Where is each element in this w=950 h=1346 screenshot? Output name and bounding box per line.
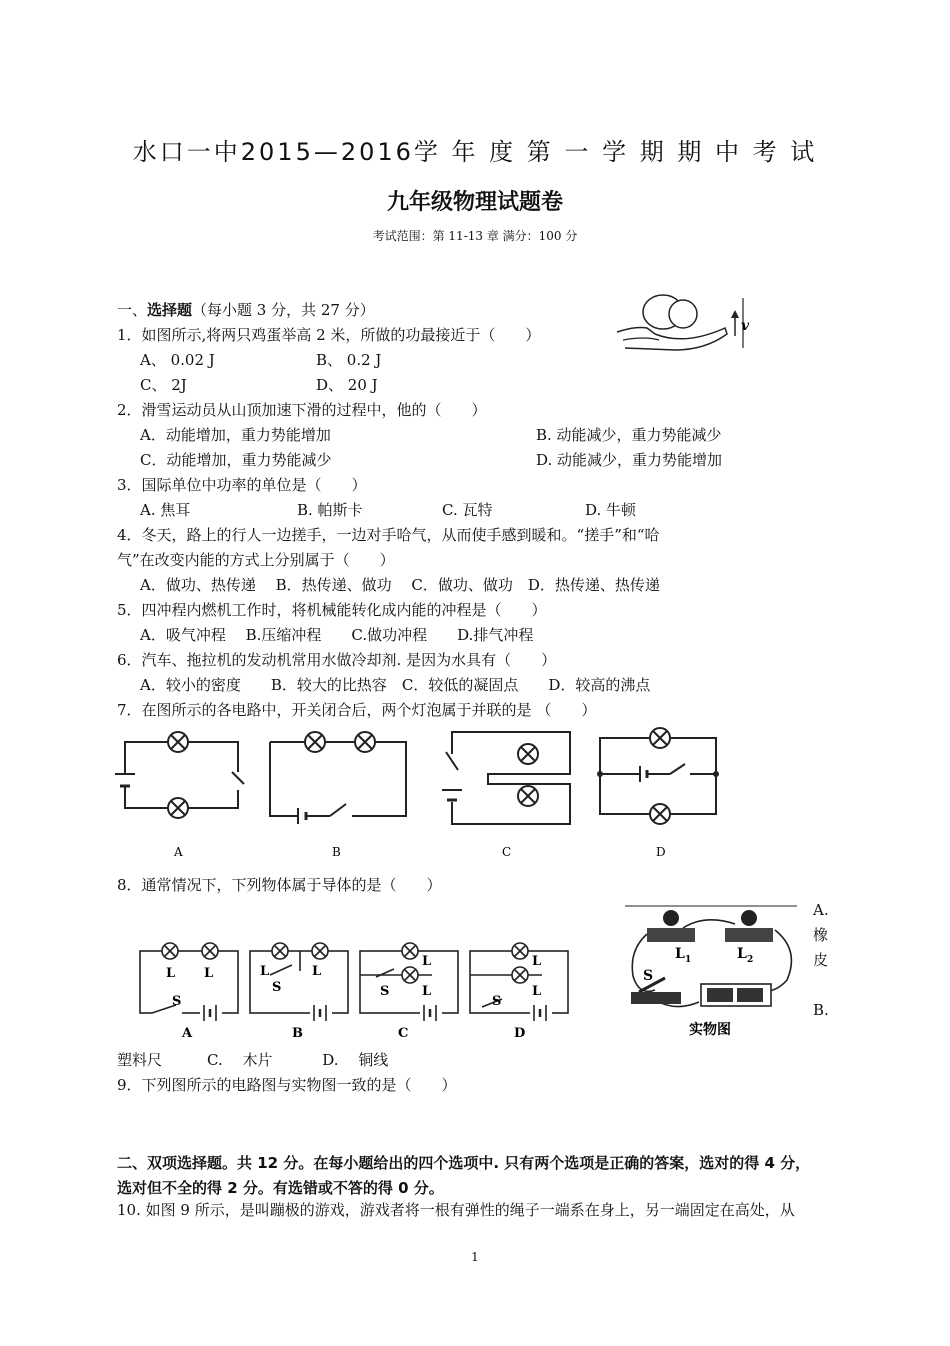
q9-circuit-b <box>250 943 348 1041</box>
q2-option-a: A．动能增加，重力势能增加 <box>140 426 331 444</box>
q1-stem: 1．如图所示,将两只鸡蛋举高 2 米，所做的功最接近于（ ） <box>117 326 541 344</box>
q1-option-c: C、 2J <box>140 376 187 394</box>
section1-title: 选择题 <box>147 301 193 319</box>
lamp-icon <box>650 804 670 824</box>
photo-caption: 实物图 <box>689 1022 731 1038</box>
lamp-icon <box>518 744 538 764</box>
svg-text:L: L <box>204 966 214 981</box>
q2-option-d: D. 动能减少，重力势能增加 <box>536 451 723 469</box>
q8-option-a-char1: 橡 <box>813 926 829 944</box>
svg-text:L: L <box>260 964 270 979</box>
q8-options-continued: 塑料尺 C. 木片 D. 铜线 <box>117 1051 389 1069</box>
q7-circuit-b <box>270 732 406 824</box>
section1-note: （每小题 3 分，共 27 分） <box>192 301 375 319</box>
q4-stem-line2: 气”在改变内能的方式上分别属于（ ） <box>117 551 395 569</box>
lamp-icon <box>518 786 538 806</box>
svg-text:S: S <box>492 994 502 1009</box>
q2-stem: 2．滑雪运动员从山顶加速下滑的过程中，他的（ ） <box>117 401 487 419</box>
bulb-2 <box>741 910 757 926</box>
q6-options: A．较小的密度 B．较大的比热容 C．较低的凝固点 D．较高的沸点 <box>140 676 651 694</box>
svg-text:C: C <box>398 1026 409 1041</box>
lamp-icon <box>355 732 375 752</box>
svg-text:S: S <box>380 984 390 999</box>
q4-stem-line1: 4．冬天，路上的行人一边搓手，一边对手哈气，从而使手感到暖和。“搓手”和“哈 <box>117 526 660 544</box>
q7-label-c: C <box>502 845 512 859</box>
svg-text:A: A <box>182 1026 193 1041</box>
svg-text:L: L <box>422 984 432 999</box>
q7-circuit-c <box>442 732 570 824</box>
q5-stem: 5．四冲程内燃机工作时，将机械能转化成内能的冲程是（ ） <box>117 601 547 619</box>
svg-text:D: D <box>514 1026 526 1041</box>
q7-circuit-a <box>115 732 244 818</box>
exam-scope: 考试范围：第 11-13 章 满分：100 分 <box>372 229 578 243</box>
q5-options: A．吸气冲程 B.压缩冲程 C.做功冲程 D.排气冲程 <box>140 626 534 644</box>
svg-text:S: S <box>272 980 282 995</box>
q7-stem: 7．在图所示的各电路中，开关闭合后，两个灯泡属于并联的是 （ ） <box>117 701 597 719</box>
physical-circuit-figure <box>625 900 805 1040</box>
q3-option-d: D. 牛顿 <box>585 501 637 519</box>
svg-text:B: B <box>292 1026 303 1041</box>
lamp-icon <box>168 732 188 752</box>
q8-stem: 8．通常情况下，下列物体属于导体的是（ ） <box>117 876 442 894</box>
svg-text:2: 2 <box>747 955 754 965</box>
lamp-holder-2 <box>725 928 773 942</box>
svg-text:L: L <box>675 946 685 962</box>
q7-label-a: A <box>174 845 183 859</box>
q9-circuit-a <box>140 943 238 1041</box>
svg-text:L: L <box>312 964 322 979</box>
q1-option-a: A、 0.02 J <box>140 351 215 369</box>
egg-hand-figure <box>615 288 755 356</box>
q7-label-d: D <box>656 845 666 859</box>
svg-text:S: S <box>643 968 654 984</box>
q7-circuit-d <box>597 728 719 824</box>
section1-heading <box>117 298 375 323</box>
q2-option-c: C．动能增加，重力势能减少 <box>140 451 332 469</box>
svg-text:L: L <box>737 946 747 962</box>
q2-option-b: B. 动能减少，重力势能减少 <box>536 426 722 444</box>
q10-stem: 10. 如图 9 所示，是叫蹦极的游戏，游戏者将一根有弹性的绳子一端系在身上，另一端固定在高处，从 <box>117 1201 795 1219</box>
q3-option-a: A. 焦耳 <box>140 501 191 519</box>
q1-option-b: B、 0.2 J <box>316 351 382 369</box>
q8-option-a-char2: 皮 <box>813 951 829 969</box>
svg-text:S: S <box>172 994 182 1009</box>
bulb-1 <box>663 910 679 926</box>
q9-circuit-c <box>360 943 458 1041</box>
exam-subtitle: 九年级物理试题卷 <box>386 190 563 215</box>
q7-label-b: B <box>332 845 341 859</box>
section2-heading-line2: 选对但不全的得 2 分。有选错或不答的得 0 分。 <box>117 1179 444 1197</box>
svg-text:L: L <box>422 954 432 969</box>
svg-text:L: L <box>532 984 542 999</box>
q9-stem: 9．下列图所示的电路图与实物图一致的是（ ） <box>117 1076 457 1094</box>
svg-text:1: 1 <box>685 955 692 965</box>
q8-option-a-letter: A. <box>813 901 829 919</box>
q9-circuit-d <box>470 943 568 1041</box>
section2-heading-line1: 二、双项选择题。共 12 分。在每小题给出的四个选项中. 只有两个选项是正确的答案，选对的得 4 分， <box>117 1154 811 1172</box>
egg-2 <box>669 300 697 328</box>
q3-option-c: C. 瓦特 <box>442 501 493 519</box>
q3-option-b: B. 帕斯卡 <box>297 501 363 519</box>
page-number: 1 <box>471 1250 479 1264</box>
q9-circuit-figures <box>132 935 582 1045</box>
svg-text:L: L <box>166 966 176 981</box>
lamp-icon <box>305 732 325 752</box>
q7-circuit-figures <box>110 724 730 864</box>
q6-stem: 6．汽车、拖拉机的发动机常用水做冷却剂. 是因为水具有（ ） <box>117 651 557 669</box>
lamp-icon <box>168 798 188 818</box>
q3-stem: 3．国际单位中功率的单位是（ ） <box>117 476 367 494</box>
switch-base <box>631 992 681 1004</box>
svg-text:L: L <box>532 954 542 969</box>
exam-title: 水口一中2015—2016学 年 度 第 一 学 期 期 中 考 试 <box>132 138 818 166</box>
lamp-icon <box>650 728 670 748</box>
q4-options: A．做功、热传递 B．热传递、做功 C．做功、做功 D．热传递、热传递 <box>140 576 660 594</box>
lamp-holder-1 <box>647 928 695 942</box>
q1-option-d: D、 20 J <box>316 376 378 394</box>
section1-prefix: 一、 <box>117 301 148 319</box>
velocity-label: v <box>741 318 750 334</box>
q8-option-b-letter: B. <box>813 1001 829 1019</box>
